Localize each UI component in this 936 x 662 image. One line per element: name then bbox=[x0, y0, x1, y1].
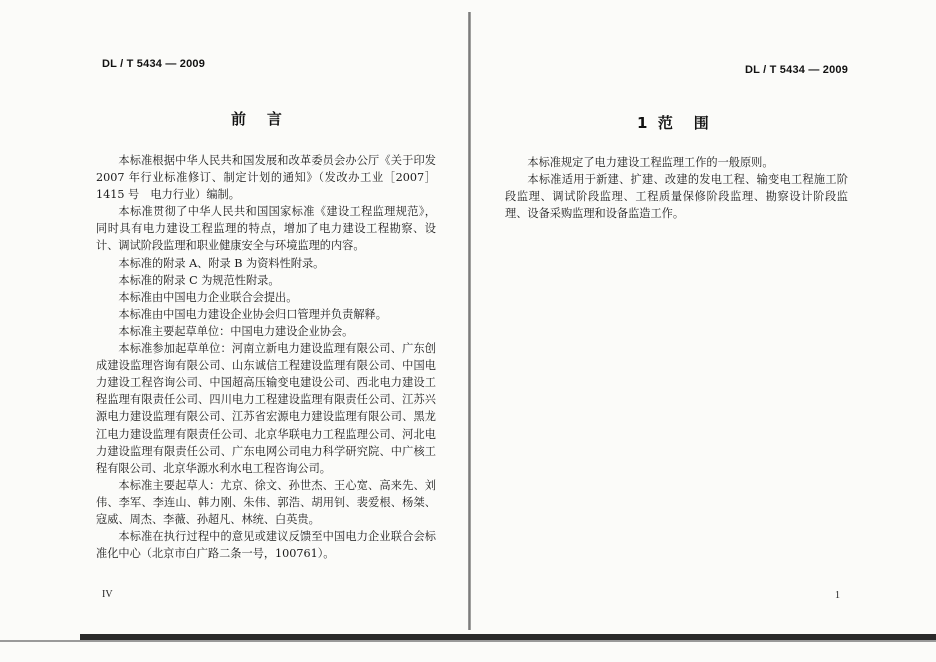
foreword-paragraph: 本标准由中国电力企业联合会提出。 bbox=[118, 290, 298, 304]
scope-body bbox=[505, 154, 848, 222]
foreword-heading: 前 言 bbox=[231, 110, 282, 128]
standard-code-header: DL / T 5434 — 2009 bbox=[102, 58, 206, 70]
foreword-paragraph: 本标准的附录 A、附录 B 为资料性附录。 bbox=[118, 256, 325, 270]
foreword-body bbox=[96, 152, 436, 562]
page-number: IV bbox=[102, 589, 113, 600]
foreword-paragraph: 本标准主要起草人：尤京、徐文、孙世杰、王心宽、高来先、刘伟、李军、李连山、韩力刚、朱伟、郭浩、胡用钊、裴爱根、杨桀、寇威、周杰、李薇、孙超凡、林统、白英贵。 bbox=[96, 478, 436, 526]
scan-edge-faint bbox=[0, 640, 936, 642]
foreword-paragraph: 本标准在执行过程中的意见或建议反馈至中国电力企业联合会标准化中心（北京市白广路二条一号，100761）。 bbox=[96, 530, 436, 561]
standard-code-header: DL / T 5434 — 2009 bbox=[745, 64, 849, 76]
page-number: 1 bbox=[835, 590, 840, 601]
foreword-paragraph: 本标准的附录 C 为规范性附录。 bbox=[118, 273, 280, 287]
right-page-scope bbox=[470, 0, 936, 630]
scope-paragraph: 本标准规定了电力建设工程监理工作的一般原则。 bbox=[527, 156, 774, 169]
foreword-paragraph: 本标准主要起草单位：中国电力建设企业协会。 bbox=[118, 324, 354, 338]
foreword-paragraph: 本标准根据中华人民共和国发展和改革委员会办公厅《关于印发 2007 年行业标准修订、制定计划的通知》（发改办工业［2007］1415 号 电力行业）编制。 bbox=[96, 154, 436, 202]
scope-heading: 1 范 围 bbox=[637, 114, 709, 132]
scope-paragraph: 本标准适用于新建、扩建、改建的发电工程、输变电工程施工阶段监理、调试阶段监理、工程质量保修阶段监理、勘察设计阶段监理、设备采购监理和设备监造工作。 bbox=[505, 173, 848, 221]
foreword-paragraph: 本标准由中国电力建设企业协会归口管理并负责解释。 bbox=[118, 307, 387, 321]
left-page-foreword bbox=[0, 0, 470, 630]
foreword-paragraph: 本标准参加起草单位：河南立新电力建设监理有限公司、广东创成建设监理咨询有限公司、山东诚信工程建设监理有限公司、中国电力建设工程咨询公司、中国超高压输变电建设公司、西北电力建设工程监理有限责任公司、四川电力工程建设监理有限责任公司、江苏兴源电力建设监理有限公司、江苏省宏源电力建设监理有限公司、黑龙江电力建设监理有限责任公司、北京华联电力工程监理公司、河北电力建设监理有限责任公司、广东电网公司电力科学研究院、中广核工程有限公司、北京华源水利水电工程咨询公司。 bbox=[96, 342, 436, 475]
foreword-paragraph: 本标准贯彻了中华人民共和国国家标准《建设工程监理规范》，同时具有电力建设工程监理的特点，增加了电力建设工程勘察、设计、调试阶段监理和职业健康安全与环境监理的内容。 bbox=[96, 205, 436, 253]
